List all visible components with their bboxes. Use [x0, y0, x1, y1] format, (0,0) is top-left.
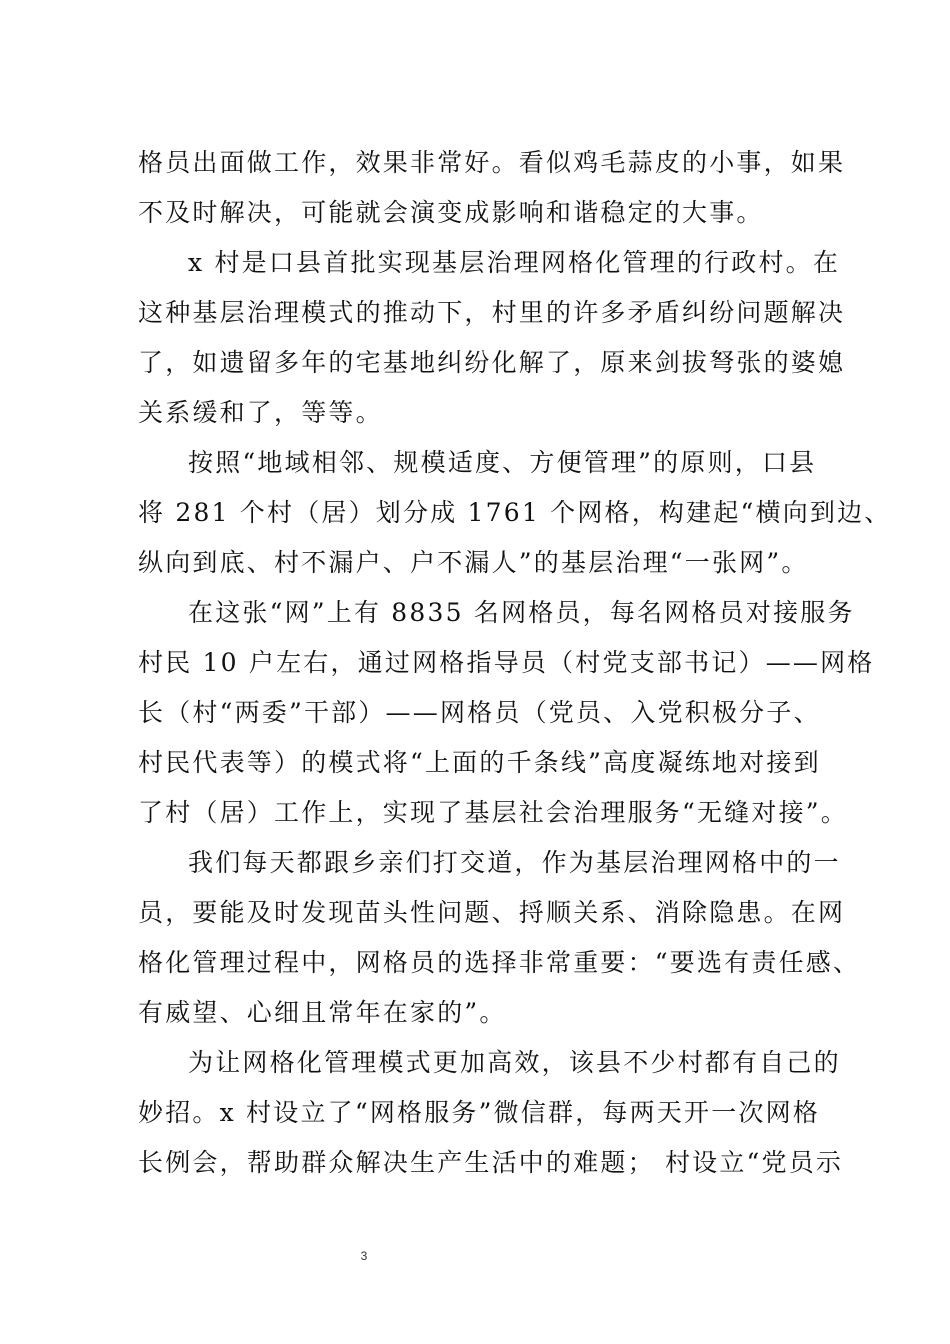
text-line: 纵向到底、村不漏户、户不漏人”的基层治理“一张网”。: [138, 548, 809, 577]
text-line: 长例会，帮助群众解决生产生活中的难题； 村设立“党员示: [138, 1148, 844, 1177]
text-line: 格员出面做工作，效果非常好。看似鸡毛蒜皮的小事，如果: [138, 148, 846, 177]
text-line: 按照“地域相邻、规模适度、方便管理”的原则，口县: [188, 448, 817, 477]
page-number: 3: [360, 1249, 368, 1263]
text-line: 为让网格化管理模式更加高效，该县不少村都有自己的: [188, 1048, 841, 1077]
text-line: 格化管理过程中，网格员的选择非常重要：“要选有责任感、: [138, 948, 861, 977]
text-line: 有威望、心细且常年在家的”。: [138, 998, 507, 1027]
text-line: 村民代表等）的模式将“上面的千条线”高度凝练地对接到: [138, 748, 821, 777]
text-line: 将 281 个村（居）划分成 1761 个网格，构建起“横向到边、: [138, 498, 892, 527]
text-line: 关系缓和了，等等。: [138, 398, 383, 427]
text-line: 在这张“网”上有 8835 名网格员，每名网格员对接服务: [188, 598, 855, 627]
text-line: 了，如遗留多年的宅基地纠纷化解了，原来剑拔弩张的婆媳: [138, 348, 846, 377]
text-line: 这种基层治理模式的推动下，村里的许多矛盾纠纷问题解决: [138, 298, 846, 327]
text-line: 员，要能及时发现苗头性问题、捋顺关系、消除隐患。在网: [138, 898, 846, 927]
text-line: 村民 10 户左右，通过网格指导员（村党支部书记）——网格: [138, 648, 875, 677]
text-line: 了村（居）工作上，实现了基层社会治理服务“无缝对接”。: [138, 798, 848, 827]
text-line: 长（村“两委”干部）——网格员（党员、入党积极分子、: [138, 698, 821, 727]
text-line: 我们每天都跟乡亲们打交道，作为基层治理网格中的一: [188, 848, 841, 877]
text-line: 妙招。x 村设立了“网格服务”微信群，每两天开一次网格: [138, 1098, 821, 1127]
text-line: 不及时解决，可能就会演变成影响和谐稳定的大事。: [138, 198, 764, 227]
text-line: x 村是口县首批实现基层治理网格化管理的行政村。在: [188, 248, 841, 277]
